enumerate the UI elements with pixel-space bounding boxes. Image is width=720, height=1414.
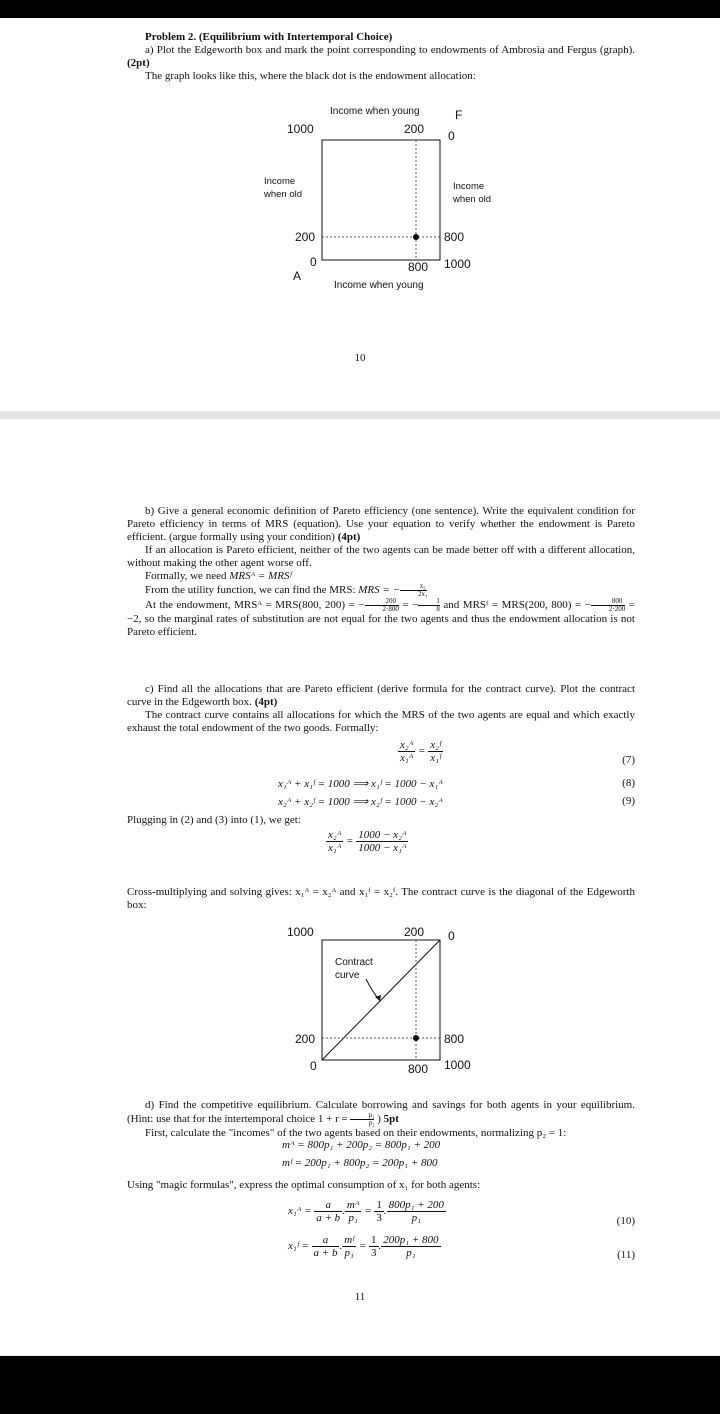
c-answer: The contract curve contains all allocations for which the MRS of the two agents are equal and which exactly exhaust the total endowment of the two goods. Formally:: [127, 709, 635, 734]
b-endowment-calc: At the endowment, MRSᴬ = MRS(800, 200) = − $\frac{200}{2\cdot 800}$ = − $\frac{1}{8}$ and MRSᶠ = MRS(200, 800) = − $\frac{800}{2\cdot 200}$ = −2, so the marginal rates of substitution are not equal for the two agents and thus the endowment allocation is not Pareto efficient.: [127, 597, 635, 638]
b-mrs: MRS = −: [358, 584, 400, 597]
b-utility-text: From the utility function, we can find the MRS:: [145, 584, 356, 597]
top-left-value: 1000: [287, 122, 314, 136]
left-tick: 200: [295, 1032, 316, 1046]
cross-multiplying-text: Cross-multiplying and solving gives: x₁ᴬ = x₂ᴬ and x₁ᶠ = x₂ᶠ. The contract curve is the diagonal of the Edgeworth box:: [127, 886, 635, 911]
edgeworth-box-lines: [0, 18, 720, 318]
b-answer-definition: If an allocation is Pareto efficient, neither of the two agents can be made better off with a different allocation, without making the other agent worse off.: [127, 544, 635, 569]
b-formally: Formally, we need: [145, 570, 227, 582]
endowment-dot: [413, 234, 419, 240]
left-axis-label: Income when old: [264, 176, 303, 200]
b-points: (4pt): [337, 531, 361, 543]
c-question: c) Find all the allocations that are Pareto efficient (derive formula for the contract curve). Plot the contract curve in the Edgeworth box.: [127, 683, 635, 708]
top-black-bar: [0, 0, 720, 18]
bottom-black-bar: [0, 1356, 720, 1414]
origin-A-label: A: [293, 269, 302, 283]
problem-title: Problem 2. (Equilibrium with Intertemporal Choice): [145, 31, 393, 43]
top-tick: 200: [404, 122, 425, 136]
bottom-axis-label: Income when young: [334, 280, 424, 291]
page-number: 11: [354, 1291, 366, 1303]
income-A-equation: mᴬ = 800p₁ + 200p₂ = 800p₁ + 200: [282, 1139, 441, 1151]
b-mrs-frac: $\frac{\text{x₂}}{\text{2x₁}}$: [400, 583, 427, 598]
equation-7-label: (7): [622, 754, 635, 766]
plugging-text: Plugging in (2) and (3) into (1), we get:: [127, 814, 301, 826]
equation-plugged: $\frac{\text{x₂ᴬ}}{\text{x₁ᴬ}}$ = $\frac{\text{1000 − x₂ᴬ}}{\text{1000 − x₁ᴬ}}$: [328, 829, 407, 854]
problem-d: d) Find the competitive equilibrium. Calculate borrowing and savings for both agents in your equilibrium. (Hint: use that for the intertemporal choice 1 + r = $\frac{\text{p₁}}{\text{p₂}}$ ) 5pt First, calculate the "incomes" of the two agents based on their endowments, normalizing p₂ = 1:: [127, 1099, 635, 1139]
contract-curve-graph: [0, 419, 720, 1119]
bottom-right-value: 1000: [444, 257, 471, 271]
origin-F-label: F: [455, 108, 463, 122]
contract-curve-annotation: Contract curve: [335, 957, 373, 981]
bottom-left-zero: 0: [310, 255, 317, 269]
equation-8-label: (8): [622, 777, 635, 789]
bottom-tick: 800: [408, 1062, 429, 1076]
d-first-text: First, calculate the "incomes" of the two agents based on their endowments, normalizing p₂ = 1:: [145, 1127, 567, 1139]
bottom-tick: 800: [408, 260, 429, 274]
d-hint-frac: $\frac{\text{p₁}}{\text{p₂}}$: [350, 1112, 374, 1127]
equation-9: x₂ᴬ + x₂ᶠ = 1000 ⟹ x₂ᶠ = 1000 − x₂ᴬ: [278, 796, 443, 808]
a-points: (2pt): [127, 57, 150, 69]
equation-7: $\frac{\text{x₂ᴬ}}{\text{x₁ᴬ}}$ = $\frac{\text{x₂ᶠ}}{\text{x₁ᶠ}}$: [400, 739, 441, 764]
equation-9-label: (9): [622, 795, 635, 807]
equation-10: x₁ᴬ = $\frac{a}{a + b}$ . $\frac{\text{mᴬ}}{\text{p₁}}$ = $\frac{1}{3}$ . $\frac{\text{800p₁ + 200}}{\text{p₁}}$: [288, 1199, 444, 1224]
right-tick: 800: [444, 230, 465, 244]
top-tick: 200: [404, 925, 425, 939]
left-tick: 200: [295, 230, 316, 244]
right-axis-label: Income when old: [453, 181, 492, 205]
page-number: 10: [354, 352, 366, 364]
top-right-zero: 0: [448, 129, 455, 143]
equation-11: x₁ᶠ = $\frac{a}{a + b}$ . $\frac{\text{mᶠ}}{\text{p₁}}$ = $\frac{1}{3}$ . $\frac{\text{200p₁ + 800}}{\text{p₁}}$: [288, 1234, 439, 1259]
bottom-left-zero: 0: [310, 1059, 317, 1073]
b-mrs-condition: MRSᴬ = MRSᶠ: [229, 570, 292, 582]
c-points: (4pt): [254, 696, 278, 708]
page-10: [0, 18, 720, 411]
edgeworth-box-graph: [0, 18, 720, 318]
top-right-zero: 0: [448, 929, 455, 943]
d-question: d) Find the competitive equilibrium. Calculate borrowing and savings for both agents in your equilibrium. (Hint: use that for the intertemporal choice 1 + r =: [127, 1099, 635, 1126]
page-11: [0, 419, 720, 1355]
d-points: 5pt: [383, 1113, 399, 1126]
top-left-value: 1000: [287, 925, 314, 939]
b-question: b) Give a general economic definition of Pareto efficiency (one sentence). Write the equivalent condition for Pareto efficiency in terms of MRS (equation). Use your equation to verify whether the endowment is Pareto efficient. (argue formally using your condition): [127, 505, 635, 543]
equation-11-label: (11): [617, 1249, 635, 1261]
bottom-right-value: 1000: [444, 1058, 471, 1072]
endowment-dot: [413, 1035, 419, 1041]
equation-8: x₁ᴬ + x₁ᶠ = 1000 ⟹ x₁ᶠ = 1000 − x₁ᴬ: [278, 778, 443, 790]
a-answer: The graph looks like this, where the black dot is the endowment allocation:: [145, 70, 476, 82]
magic-formulas-text: Using "magic formulas", express the optimal consumption of x₁ for both agents:: [127, 1179, 481, 1191]
top-axis-label: Income when young: [330, 106, 420, 117]
equation-10-label: (10): [616, 1215, 635, 1227]
contract-curve-lines: [0, 419, 720, 1119]
a-question: a) Plot the Edgeworth box and mark the point corresponding to endowments of Ambrosia and Fergus (graph).: [145, 44, 635, 56]
right-tick: 800: [444, 1032, 465, 1046]
income-F-equation: mᶠ = 200p₁ + 800p₂ = 200p₁ + 800: [282, 1157, 438, 1169]
